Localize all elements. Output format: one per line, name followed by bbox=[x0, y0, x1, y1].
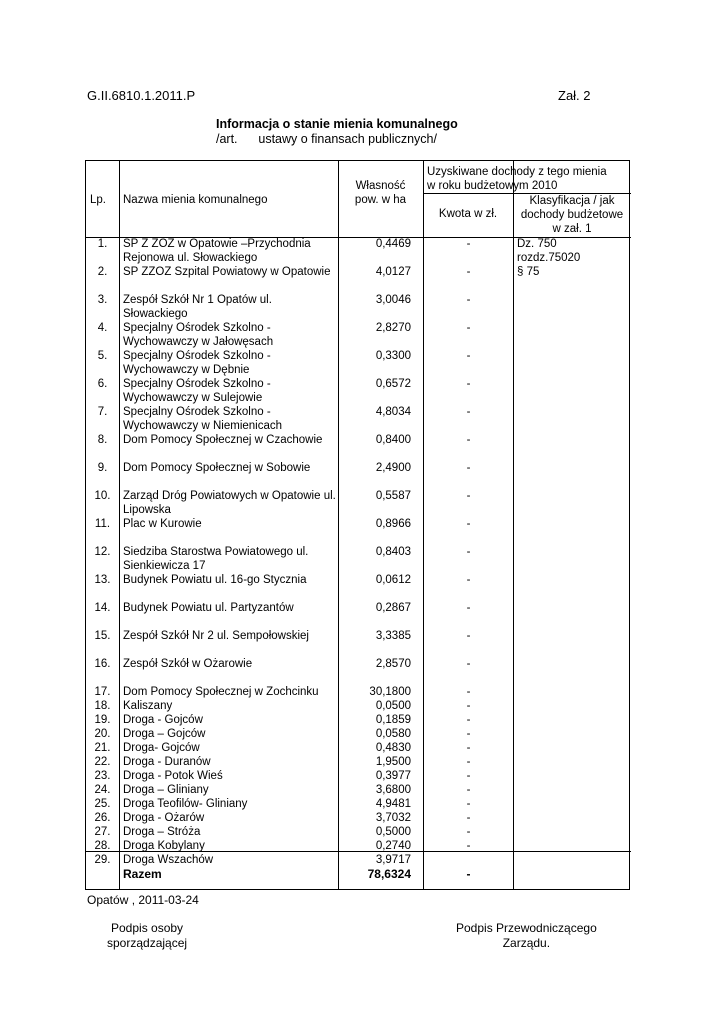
row-amount: - bbox=[466, 630, 471, 642]
row-number: 24. bbox=[94, 784, 111, 796]
attachment-label: Zał. 2 bbox=[558, 88, 591, 103]
table-row bbox=[86, 629, 631, 657]
document-subtitle: /art. ustawy o finansach publicznych/ bbox=[216, 132, 437, 146]
row-area: 0,4469 bbox=[375, 238, 411, 250]
row-area: 0,6572 bbox=[375, 378, 411, 390]
row-name: Droga Wszachów bbox=[123, 854, 214, 866]
row-number: 10. bbox=[94, 490, 111, 502]
row-area: 2,8570 bbox=[375, 658, 411, 670]
row-name: Dom Pomocy Społecznej w Czachowie bbox=[123, 434, 323, 446]
row-number: 14. bbox=[94, 602, 111, 614]
row-area: 30,1800 bbox=[369, 686, 411, 698]
row-number: 19. bbox=[94, 714, 111, 726]
row-area: 0,0580 bbox=[375, 728, 411, 740]
row-amount: - bbox=[466, 378, 471, 390]
row-amount: - bbox=[466, 714, 471, 726]
row-area: 3,9717 bbox=[375, 854, 411, 866]
row-name: Droga – Gojców bbox=[123, 728, 206, 740]
row-number: 9. bbox=[97, 462, 108, 474]
row-number: 28. bbox=[94, 840, 111, 852]
row-area: 0,4830 bbox=[375, 742, 411, 754]
row-name: Zespół Szkół w Ożarowie bbox=[123, 658, 253, 670]
row-name: Specjalny Ośrodek Szkolno - Wychowawczy w Niemienicach bbox=[123, 406, 283, 432]
row-amount: - bbox=[466, 490, 471, 502]
row-name: Droga - Duranów bbox=[123, 756, 211, 768]
row-number: 29. bbox=[94, 854, 111, 866]
table-row bbox=[86, 601, 631, 629]
row-number: 3. bbox=[97, 294, 108, 306]
row-amount: - bbox=[466, 798, 471, 810]
row-name: Droga – Stróża bbox=[123, 826, 201, 838]
row-name: Dom Pomocy Społecznej w Sobowie bbox=[123, 462, 311, 474]
row-number: 2. bbox=[97, 266, 108, 278]
row-name: Dom Pomocy Społecznej w Zochcinku bbox=[123, 686, 319, 698]
header-lp: Lp. bbox=[90, 194, 106, 206]
table-row bbox=[86, 321, 631, 349]
row-amount: - bbox=[466, 658, 471, 670]
row-area: 0,5587 bbox=[375, 490, 411, 502]
row-area: 0,2740 bbox=[375, 840, 411, 852]
row-amount: - bbox=[466, 812, 471, 824]
row-area: 0,8966 bbox=[375, 518, 411, 530]
header-name: Nazwa mienia komunalnego bbox=[123, 194, 268, 206]
row-amount: - bbox=[466, 728, 471, 740]
table-row bbox=[86, 265, 631, 293]
row-number: 17. bbox=[94, 686, 111, 698]
table-row bbox=[86, 237, 631, 265]
row-amount: - bbox=[466, 742, 471, 754]
row-amount: - bbox=[466, 784, 471, 796]
row-name: Droga Teofilów- Gliniany bbox=[123, 798, 248, 810]
header-ownership: Własność pow. w ha bbox=[354, 180, 407, 206]
row-name: Zarząd Dróg Powiatowych w Opatowie ul. Lipowska bbox=[123, 490, 336, 516]
row-number: 13. bbox=[94, 574, 111, 586]
row-area: 0,8400 bbox=[375, 434, 411, 446]
row-number: 1. bbox=[97, 238, 108, 250]
row-number: 22. bbox=[94, 756, 111, 768]
table-row bbox=[86, 573, 631, 601]
row-area: 0,1859 bbox=[375, 714, 411, 726]
row-name: Budynek Powiatu ul. Partyzantów bbox=[123, 602, 294, 614]
row-number: 12. bbox=[94, 546, 111, 558]
table-row bbox=[86, 657, 631, 685]
row-number: 27. bbox=[94, 826, 111, 838]
row-amount: - bbox=[466, 770, 471, 782]
row-area: 0,3300 bbox=[375, 350, 411, 362]
row-area: 0,5000 bbox=[375, 826, 411, 838]
row-amount: - bbox=[466, 546, 471, 558]
table-row bbox=[86, 405, 631, 433]
table-row bbox=[86, 433, 631, 461]
place-date: Opatów , 2011-03-24 bbox=[87, 893, 199, 907]
document-title: Informacja o stanie mienia komunalnego bbox=[216, 117, 458, 131]
table-row bbox=[86, 349, 631, 377]
row-area: 3,3385 bbox=[375, 630, 411, 642]
header-amount: Kwota w zł. bbox=[438, 208, 498, 220]
row-name: Specjalny Ośrodek Szkolno - Wychowawczy w Jałowęsach bbox=[123, 322, 274, 348]
row-number: 20. bbox=[94, 728, 111, 740]
row-number: 16. bbox=[94, 658, 111, 670]
row-name: Droga - Potok Wieś bbox=[123, 770, 223, 782]
row-number: 5. bbox=[97, 350, 108, 362]
row-amount: - bbox=[466, 826, 471, 838]
signature-preparer: Podpis osoby sporządzającej bbox=[107, 921, 188, 950]
row-name: Plac w Kurowie bbox=[123, 518, 202, 530]
row-name: Siedziba Starostwa Powiatowego ul. Sienkiewicza 17 bbox=[123, 546, 309, 572]
row-number: 11. bbox=[94, 518, 111, 530]
table-row bbox=[86, 293, 631, 321]
total-label: Razem bbox=[123, 867, 162, 881]
row-name: SP Z ZOZ w Opatowie –Przychodnia Rejonowa ul. Słowackiego bbox=[123, 238, 311, 264]
table-row bbox=[86, 545, 631, 573]
signature-chairman: Podpis Przewodniczącego Zarządu. bbox=[456, 921, 597, 950]
property-table bbox=[85, 160, 630, 890]
table-row bbox=[86, 461, 631, 489]
row-area: 0,3977 bbox=[375, 770, 411, 782]
row-amount: - bbox=[466, 700, 471, 712]
row-name: Droga – Gliniany bbox=[123, 784, 209, 796]
row-name: Droga Kobylany bbox=[123, 840, 205, 852]
row-area: 3,0046 bbox=[375, 294, 411, 306]
row-number: 18. bbox=[94, 700, 111, 712]
row-area: 0,0500 bbox=[375, 700, 411, 712]
row-amount: - bbox=[466, 602, 471, 614]
row-number: 7. bbox=[97, 406, 108, 418]
row-name: Droga - Ożarów bbox=[123, 812, 205, 824]
table-row bbox=[86, 517, 631, 545]
row-number: 15. bbox=[94, 630, 111, 642]
row-name: Zespół Szkół Nr 1 Opatów ul. Słowackiego bbox=[123, 294, 272, 320]
row-number: 26. bbox=[94, 812, 111, 824]
row-area: 2,4900 bbox=[375, 462, 411, 474]
row-amount: - bbox=[466, 294, 471, 306]
total-area: 78,6324 bbox=[367, 867, 411, 881]
row-number: 21. bbox=[94, 742, 111, 754]
document-reference: G.II.6810.1.2011.P bbox=[87, 88, 196, 103]
row-amount: - bbox=[466, 756, 471, 768]
row-name: SP ZZOZ Szpital Powiatowy w Opatowie bbox=[123, 266, 331, 278]
row-amount: - bbox=[466, 686, 471, 698]
row-area: 0,2867 bbox=[375, 602, 411, 614]
row-name: Budynek Powiatu ul. 16-go Stycznia bbox=[123, 574, 307, 586]
row-area: 2,8270 bbox=[375, 322, 411, 334]
row-name: Droga - Gojców bbox=[123, 714, 203, 726]
row-number: 25. bbox=[94, 798, 111, 810]
row-area: 1,9500 bbox=[375, 756, 411, 768]
row-area: 0,0612 bbox=[375, 574, 411, 586]
row-name: Droga- Gojców bbox=[123, 742, 200, 754]
row-amount: - bbox=[466, 574, 471, 586]
table-row bbox=[86, 489, 631, 517]
header-income: Uzyskiwane dochody z tego mienia w roku budżetowym 2010 bbox=[427, 166, 607, 192]
row-number: 23. bbox=[94, 770, 111, 782]
row-area: 0,8403 bbox=[375, 546, 411, 558]
row-amount: - bbox=[466, 406, 471, 418]
row-name: Specjalny Ośrodek Szkolno - Wychowawczy w Dębnie bbox=[123, 350, 271, 376]
row-amount: - bbox=[466, 840, 471, 852]
total-amount: - bbox=[466, 867, 471, 881]
row-name: Zespół Szkół Nr 2 ul. Sempołowskiej bbox=[123, 630, 309, 642]
row-amount: - bbox=[466, 322, 471, 334]
row-amount: - bbox=[466, 462, 471, 474]
row-area: 4,8034 bbox=[375, 406, 411, 418]
row-amount: - bbox=[466, 238, 471, 250]
classification-values: Dz. 750 rozdz.75020 § 75 bbox=[517, 238, 581, 278]
row-area: 3,6800 bbox=[375, 784, 411, 796]
row-amount: - bbox=[466, 266, 471, 278]
row-area: 3,7032 bbox=[375, 812, 411, 824]
row-area: 4,9481 bbox=[375, 798, 411, 810]
row-amount: - bbox=[466, 518, 471, 530]
row-number: 6. bbox=[97, 378, 108, 390]
row-number: 4. bbox=[97, 322, 108, 334]
row-amount: - bbox=[466, 434, 471, 446]
row-name: Specjalny Ośrodek Szkolno - Wychowawczy w Sulejowie bbox=[123, 378, 271, 404]
row-name: Kaliszany bbox=[123, 700, 173, 712]
table-row bbox=[86, 377, 631, 405]
row-area: 4,0127 bbox=[375, 266, 411, 278]
row-number: 8. bbox=[97, 434, 108, 446]
row-amount: - bbox=[466, 350, 471, 362]
header-classification: Klasyfikacja / jak dochody budżetowe w zał. 1 bbox=[520, 195, 624, 235]
